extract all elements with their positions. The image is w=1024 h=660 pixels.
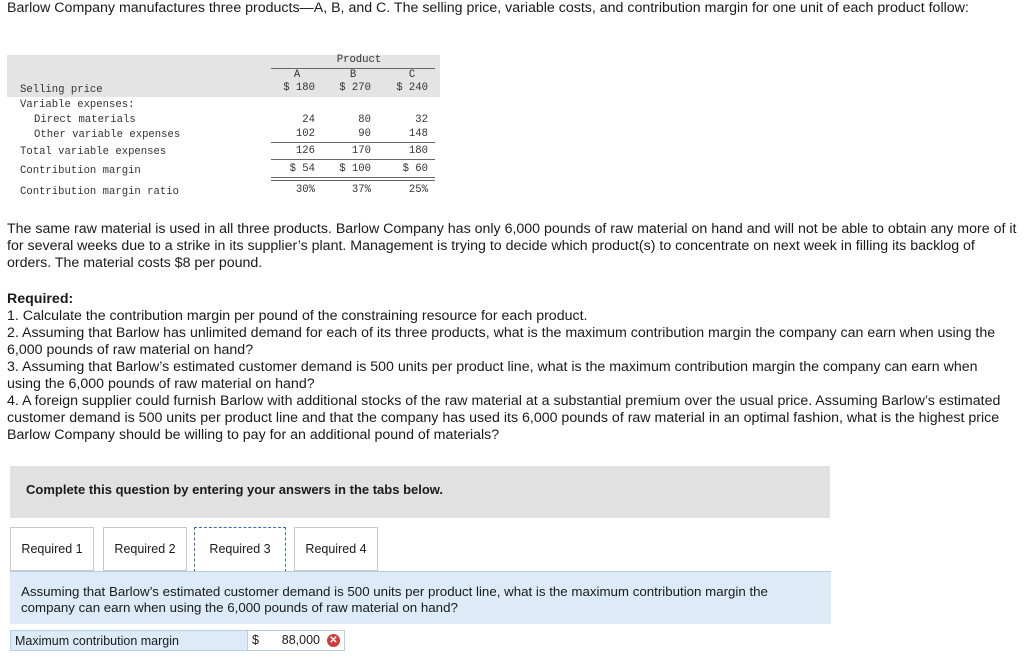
total-variable-b: 170 (351, 145, 371, 157)
row-label-total-variable: Total variable expenses (20, 146, 167, 158)
other-variable-b: 90 (358, 128, 371, 140)
tab-panel (10, 571, 831, 624)
selling-price-c: $ 240 (396, 82, 428, 94)
tab-required-1[interactable]: Required 1 (10, 527, 94, 571)
row-label-cm-ratio: Contribution margin ratio (20, 186, 179, 198)
contribution-margin-b: $ 100 (339, 163, 371, 175)
instructions-banner (10, 466, 830, 518)
currency-symbol: $ (252, 633, 259, 647)
instructions-text: Complete this question by entering your answers in the tabs below. (26, 482, 444, 497)
problem-intro: Barlow Company manufactures three products—A, B, and C. The selling price, variable costs, and contribution margin for one unit of each product follow: (7, 0, 969, 16)
required-item-4: 4. A foreign supplier could furnish Barlow with additional stocks of the raw material at a substantial premium over the usual price. Assuming Barlow’s estimated customer demand is 500 units per product line and that the company has used its 6,000 pounds of raw material in an optimal fashion, what is the highest price Barlow Company should be willing to pay for an additional pound of materials? (7, 393, 1001, 443)
cm-ratio-b: 37% (351, 184, 371, 196)
total-variable-c: 180 (408, 145, 428, 157)
column-c: C (408, 69, 416, 81)
problem-paragraph: The same raw material is used in all three products. Barlow Company has only 6,000 pounds of raw material on hand and will not be able to obtain any more of it for several weeks due to a strike in its supplier’s plant. Management is trying to decide which product(s) to concentrate on next week in filling its backlog of orders. The material costs $8 per pound. (7, 221, 1017, 271)
column-b: B (349, 69, 357, 81)
row-label-direct-materials: Direct materials (34, 114, 136, 126)
column-a: A (293, 69, 301, 81)
row-label-variable-expenses: Variable expenses: (20, 99, 135, 111)
selling-price-a: $ 180 (283, 82, 315, 94)
direct-materials-c: 32 (415, 114, 428, 126)
x-circle-icon: ✕ (327, 634, 340, 647)
subtotal-rule (271, 142, 435, 143)
tab-required-2[interactable]: Required 2 (103, 527, 187, 571)
required-item-2: 2. Assuming that Barlow has unlimited demand for each of its three products, what is the maximum contribution margin the company can earn when using the 6,000 pounds of raw material on hand? (7, 325, 996, 358)
required-heading: Required: (7, 291, 74, 307)
cm-ratio-a: 30% (295, 184, 315, 196)
direct-materials-b: 80 (358, 114, 371, 126)
contribution-margin-c: $ 60 (402, 163, 428, 175)
tab-required-4[interactable]: Required 4 (294, 527, 378, 571)
required-list (7, 308, 1007, 444)
row-label-selling-price: Selling price (20, 84, 103, 96)
direct-materials-a: 24 (302, 114, 315, 126)
required-item-1: 1. Calculate the contribution margin per pound of the constraining resource for each product. (7, 308, 588, 324)
contribution-margin-a: $ 54 (289, 163, 315, 175)
answer-input[interactable] (247, 630, 345, 651)
answer-value[interactable]: 88,000 (281, 633, 320, 647)
product-data-table (7, 50, 440, 204)
tab-required-3[interactable]: Required 3 (194, 527, 286, 572)
row-label-contribution-margin: Contribution margin (20, 165, 141, 177)
panel-question: Assuming that Barlow’s estimated customer demand is 500 units per product line, what is the maximum contribution margin the company can earn when using the 6,000 pounds of raw material on hand? (21, 584, 768, 615)
cm-ratio-c: 25% (408, 184, 428, 196)
answer-label: Maximum contribution margin (10, 630, 248, 651)
selling-price-b: $ 270 (339, 82, 371, 94)
other-variable-a: 102 (295, 128, 315, 140)
product-header: Product (336, 54, 382, 66)
required-item-3: 3. Assuming that Barlow’s estimated customer demand is 500 units per product line, what is the maximum contribution margin the company can earn when using the 6,000 pounds of raw material on hand? (7, 359, 978, 392)
total-variable-a: 126 (295, 145, 315, 157)
double-rule (271, 177, 435, 181)
other-variable-c: 148 (408, 128, 428, 140)
total-rule (271, 159, 435, 160)
row-label-other-variable: Other variable expenses (34, 129, 181, 141)
